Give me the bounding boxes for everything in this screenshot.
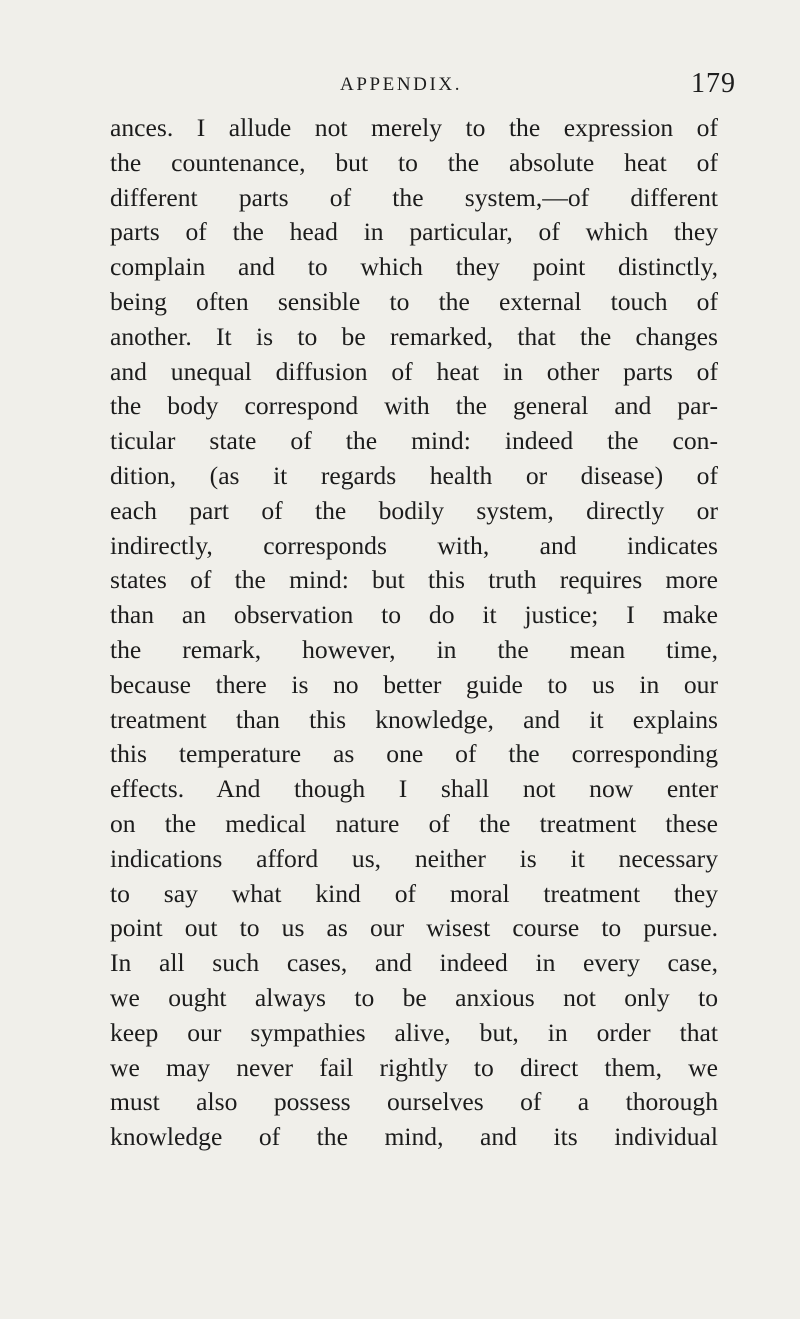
text-line: point out to us as our wisest course to pursue. xyxy=(110,913,718,943)
text-line: treatment than this knowledge, and it explains xyxy=(110,704,718,734)
text-line: ticular state of the mind: indeed the con- xyxy=(110,426,718,456)
text-line: different parts of the system,—of different xyxy=(110,182,718,212)
body-text xyxy=(110,111,718,1155)
text-line: we may never fail rightly to direct them, we xyxy=(110,1052,718,1082)
text-line: the body correspond with the general and par- xyxy=(110,391,718,421)
text-line: on the medical nature of the treatment these xyxy=(110,808,718,838)
text-line: each part of the bodily system, directly or xyxy=(110,495,718,525)
running-head xyxy=(0,68,800,100)
text-line: parts of the head in particular, of which they xyxy=(110,217,718,247)
text-line: complain and to which they point distinctly, xyxy=(110,252,718,282)
page-number: 179 xyxy=(691,68,736,99)
text-line: the countenance, but to the absolute heat of xyxy=(110,147,718,177)
text-line: because there is no better guide to us in our xyxy=(110,669,718,699)
text-line: than an observation to do it justice; I make xyxy=(110,600,718,630)
text-line: being often sensible to the external touch of xyxy=(110,286,718,316)
text-line: In all such cases, and indeed in every case, xyxy=(110,948,718,978)
text-line: another. It is to be remarked, that the changes xyxy=(110,321,718,351)
text-line: to say what kind of moral treatment they xyxy=(110,878,718,908)
running-head-title: APPENDIX. xyxy=(340,74,463,95)
text-line: effects. And though I shall not now enter xyxy=(110,774,718,804)
text-line: and unequal diffusion of heat in other parts of xyxy=(110,356,718,386)
text-line: keep our sympathies alive, but, in order that xyxy=(110,1017,718,1047)
text-line: this temperature as one of the corresponding xyxy=(110,739,718,769)
text-line: indirectly, corresponds with, and indicates xyxy=(110,530,718,560)
text-line: we ought always to be anxious not only to xyxy=(110,982,718,1012)
text-line: dition, (as it regards health or disease) of xyxy=(110,460,718,490)
text-line: knowledge of the mind, and its individual xyxy=(110,1122,718,1152)
text-line: the remark, however, in the mean time, xyxy=(110,634,718,664)
text-line: states of the mind: but this truth requires more xyxy=(110,565,718,595)
text-line: ances. I allude not merely to the expression of xyxy=(110,113,718,142)
text-line: indications afford us, neither is it necessary xyxy=(110,843,718,873)
text-line: must also possess ourselves of a thorough xyxy=(110,1087,718,1117)
